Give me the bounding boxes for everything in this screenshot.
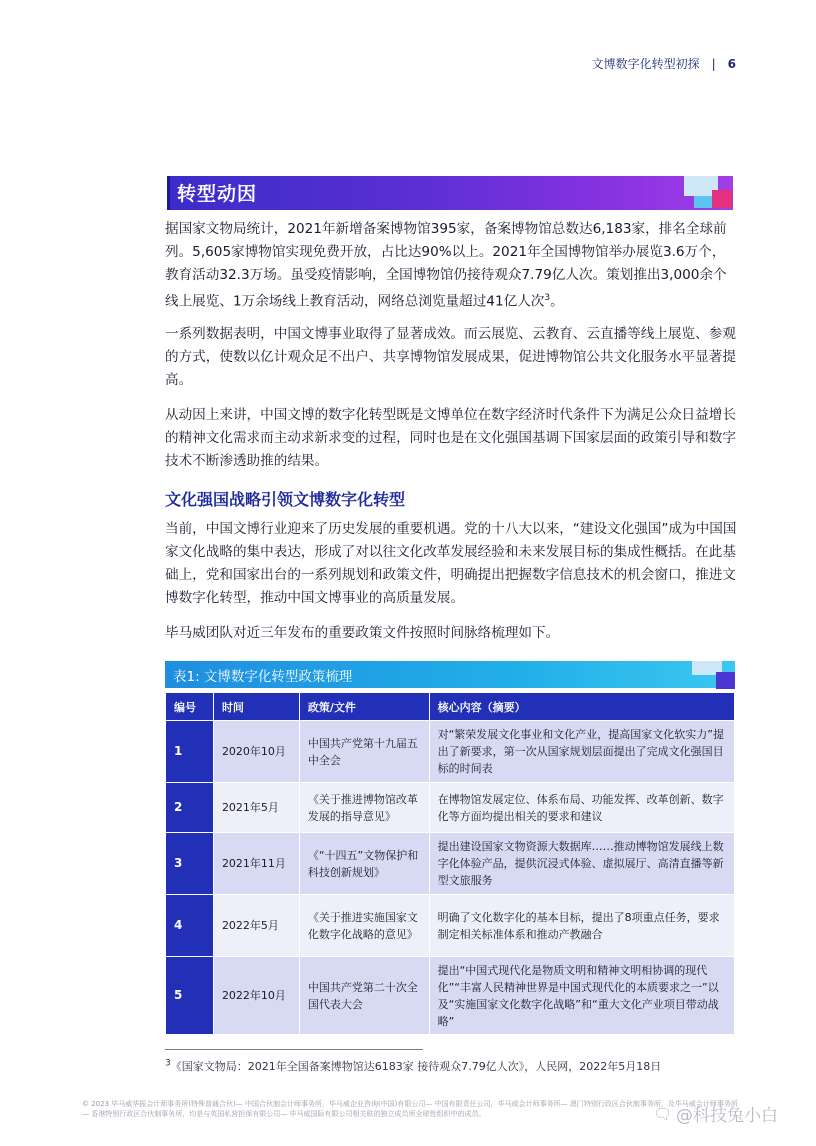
banner-accent-bar-dark (167, 176, 170, 210)
banner-deco-pink (712, 190, 732, 208)
header-number: 编号 (166, 693, 214, 721)
section-title: 转型动因 (177, 183, 258, 205)
row-content: 在博物馆发展定位、体系布局、功能发挥、改革创新、数字化等方面均提出相关的要求和建议 (429, 783, 734, 833)
table-deco-purple (716, 672, 735, 689)
row-date: 2020年10月 (213, 721, 299, 783)
row-date: 2021年5月 (213, 783, 299, 833)
paragraph-drivers: 从动因上来讲，中国文博的数字化转型既是文博单位在数字经济时代条件下为满足公众日益增长的精神文化需求而主动求新求变的过程，同时也是在文化强国基调下国家层面的政策引导和数字技术不断渗透助推的结果。 (165, 407, 736, 469)
header-content: 核心内容（摘要） (429, 693, 734, 721)
running-header (592, 55, 736, 72)
footnote (165, 1058, 661, 1074)
row-number: 3 (166, 833, 214, 895)
policy-table (165, 692, 735, 1035)
row-policy: 《“十四五”文物保护和科技创新规划》 (299, 833, 429, 895)
table-row (166, 783, 735, 833)
row-date: 2022年5月 (213, 895, 299, 957)
row-number: 4 (166, 895, 214, 957)
footnote-text: 《国家文物局：2021年全国备案博物馆达6183家 接待观众7.79亿人次》，人民网，2022年5月18日 (170, 1060, 662, 1073)
section-banner (163, 176, 733, 210)
footnote-marker: 3 (165, 1058, 171, 1069)
page-number: 6 (727, 56, 736, 71)
row-content: 对“繁荣发展文化事业和文化产业，提高国家文化软实力”提出了新要求，第一次从国家规划层面提出了完成文化强国目标的时间表 (429, 721, 734, 783)
watermark-text: @科技兔小白 (676, 1106, 779, 1126)
row-date: 2021年11月 (213, 833, 299, 895)
table-row (166, 721, 735, 783)
row-number: 1 (166, 721, 214, 783)
watermark (653, 1101, 778, 1126)
footnote-divider (165, 1049, 423, 1050)
header-policy: 政策/文件 (299, 693, 429, 721)
paragraph-strategy: 当前，中国文博行业迎来了历史发展的重要机遇。党的十八大以来，“建设文化强国”成为中国国家文化战略的集中表达，形成了对以往文化改革发展经验和未来发展目标的集成性概括。在此基础上，党和国家出台的一系列规划和政策文件，明确提出把握数字信息技术的机会窗口，推进文博数字化转型，推动中国文博事业的高质量发展。 (165, 521, 737, 606)
header-date: 时间 (213, 693, 299, 721)
table-header-row (166, 693, 735, 721)
subsection-heading: 文化强国战略引领文博数字化转型 (165, 490, 406, 509)
paragraph-results: 一系列数据表明，中国文博事业取得了显著成效。而云展览、云教育、云直播等线上展览、参观的方式，使数以亿计观众足不出户、共享博物馆发展成果，促进博物馆公共文化服务水平显著提高。 (165, 326, 736, 388)
table-caption-bar (165, 661, 735, 688)
table-row (166, 833, 735, 895)
paragraph-statistics: 据国家文物局统计，2021年新增备案博物馆395家，备案博物馆总数达6,183家，排名全球前列。5,605家博物馆实现免费开放，占比达90%以上。2021年全国博物馆举办展览3.6万个，教育活动32.3万场。虽受疫情影响，全国博物馆仍接待观众7.79亿人次。策划推出3,000余个线上展览、1万余场线上教育活动，网络总浏览量超过41亿人次$^3$。 (165, 221, 727, 310)
row-content: 明确了文化数字化的基本目标，提出了8项重点任务，要求制定相关标准体系和推动产教融合 (429, 895, 734, 957)
row-content: 提出建设国家文物资源大数据库……推动博物馆发展线上数字化体验产品，提供沉浸式体验、虚拟展厅、高清直播等新型文旅服务 (429, 833, 734, 895)
table-row (166, 957, 735, 1035)
row-number: 2 (166, 783, 214, 833)
table-caption: 表1: 文博数字化转型政策梳理 (173, 669, 353, 685)
row-content: 提出“中国式现代化是物质文明和精神文明相协调的现代化”“丰富人民精神世界是中国式现代化的本质要求之一”以及“实施国家文化数字化战略”和“重大文化产业项目带动战略” (429, 957, 734, 1035)
banner-deco-cyan (694, 196, 714, 208)
header-separator: | (711, 56, 716, 71)
row-policy: 《关于推进实施国家文化数字化战略的意见》 (299, 895, 429, 957)
header-title: 文博数字化转型初探 (591, 57, 700, 71)
row-number: 5 (166, 957, 214, 1035)
row-policy: 《关于推进博物馆改革发展的指导意见》 (299, 783, 429, 833)
paragraph-table-intro: 毕马威团队对近三年发布的重要政策文件按照时间脉络梳理如下。 (165, 625, 560, 641)
table-row (166, 895, 735, 957)
footnote-ref[interactable]: 3 (544, 293, 551, 303)
copyright-notice: © 2023 毕马威华振会计师事务所(特殊普通合伙)— 中国合伙制会计师事务所，毕马威企业咨询(中国)有限公司— 中国有限责任公司，毕马威会计师事务所— 澳门特别行政区合伙制事务所，及毕马威会计师事务所— 香港特别行政区合伙制事务所，均是与英国私营担保有限公司— 毕马威国际有限公司相关联的独立成员所全球性组织中的成员。 (82, 1100, 738, 1118)
chat-bubble-icon: 🗨 (653, 1104, 673, 1123)
row-policy: 中国共产党第二十次全国代表大会 (299, 957, 429, 1035)
row-policy: 中国共产党第十九届五中全会 (299, 721, 429, 783)
row-date: 2022年10月 (213, 957, 299, 1035)
